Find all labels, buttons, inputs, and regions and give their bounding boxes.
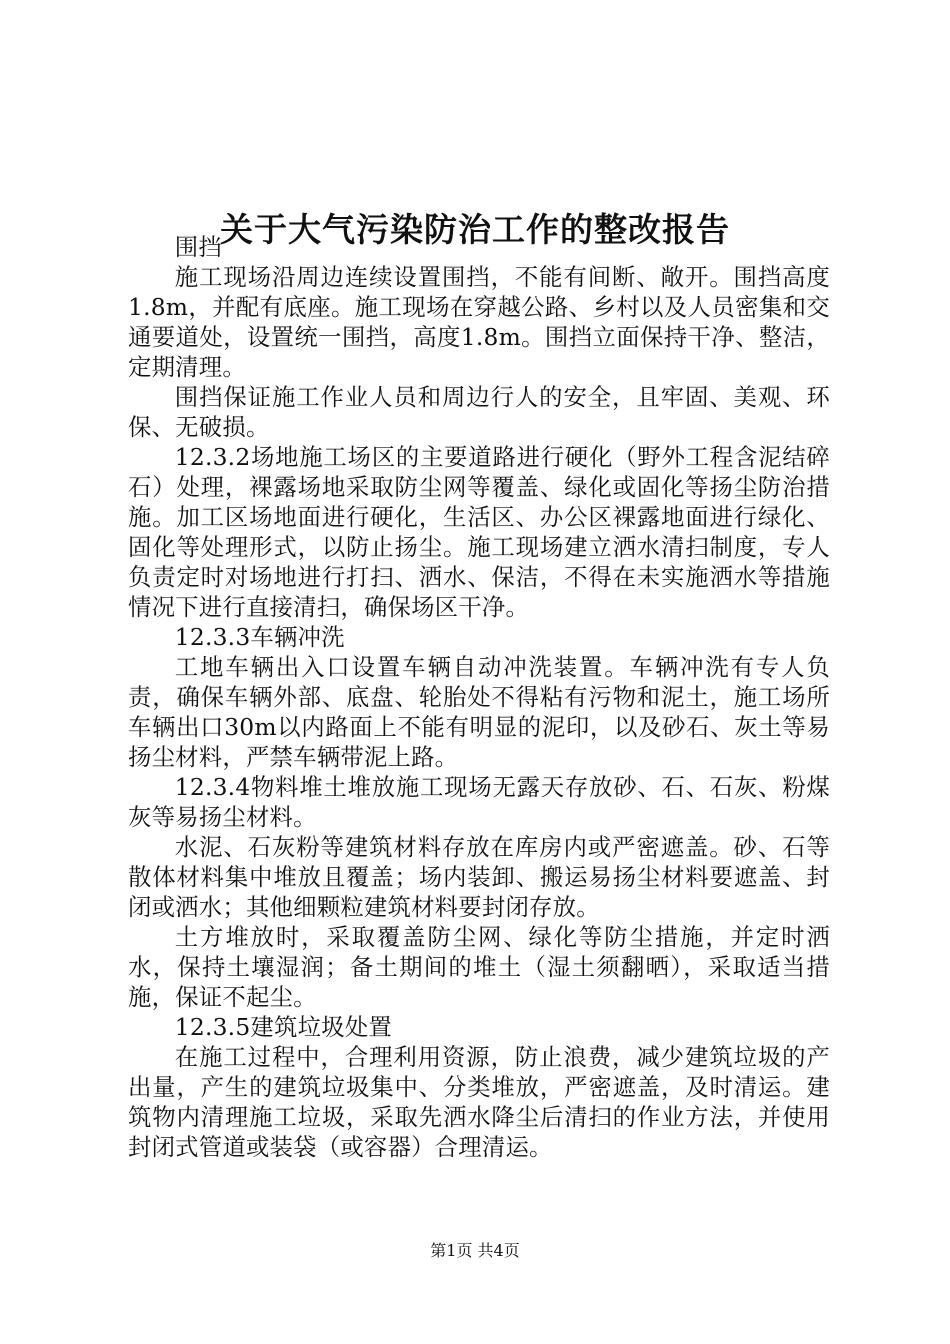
document-body [128,232,830,1162]
paragraph-heading-waste-disposal: 12.3.5建筑垃圾处置 [174,1013,392,1041]
paragraph: 12.3.4物料堆土堆放施工现场无露天存放砂、石、石灰、粉煤灰等易扬尘材料。 [128,773,830,831]
paragraph: 工地车辆出入口设置车辆自动冲洗装置。车辆冲洗有专人负责，确保车辆外部、底盘、轮胎处不得粘有污物和泥土，施工场所车辆出口30m以内路面上不能有明显的泥印，以及砂石、灰土等易扬尘材料，严禁车辆带泥上路。 [128,653,830,771]
document-title: 关于大气污染防治工作的整改报告 [220,210,730,250]
paragraph: 12.3.2场地施工场区的主要道路进行硬化（野外工程含泥结碎石）处理，裸露场地采取防尘网等覆盖、绿化或固化等扬尘防治措施。加工区场地面进行硬化，生活区、办公区裸露地面进行绿化、固化等处理形式，以防止扬尘。施工现场建立洒水清扫制度，专人负责定时对场地进行打扫、洒水、保洁，不得在未实施洒水等措施情况下进行直接清扫，确保场区干净。 [128,443,830,621]
paragraph: 在施工过程中，合理利用资源，防止浪费，减少建筑垃圾的产出量，产生的建筑垃圾集中、分类堆放，严密遮盖，及时清运。建筑物内清理施工垃圾，采取先洒水降尘后清扫的作业方法，并使用封闭式管道或装袋（或容器）合理清运。 [128,1043,830,1161]
paragraph: 水泥、石灰粉等建筑材料存放在库房内或严密遮盖。砂、石等散体材料集中堆放且覆盖；场内装卸、搬运易扬尘材料要遮盖、封闭或洒水；其他细颗粒建筑材料要封闭存放。 [128,833,830,921]
paragraph: 施工现场沿周边连续设置围挡，不能有间断、敞开。围挡高度1.8m，并配有底座。施工现场在穿越公路、乡村以及人员密集和交通要道处，设置统一围挡，高度1.8m。围挡立面保持干净、整洁，定期清理。 [128,263,830,381]
paragraph-heading-vehicle-washing: 12.3.3车辆冲洗 [174,623,345,651]
paragraph: 土方堆放时，采取覆盖防尘网、绿化等防尘措施，并定时洒水，保持土壤湿润；备土期间的堆土（湿土须翻晒），采取适当措施，保证不起尘。 [128,923,830,1011]
paragraph: 围挡保证施工作业人员和周边行人的安全，且牢固、美观、环保、无破损。 [128,383,830,441]
paragraph-heading-enclosure: 围挡 [174,233,222,261]
page-footer: 第1页 共4页 [430,1241,520,1260]
